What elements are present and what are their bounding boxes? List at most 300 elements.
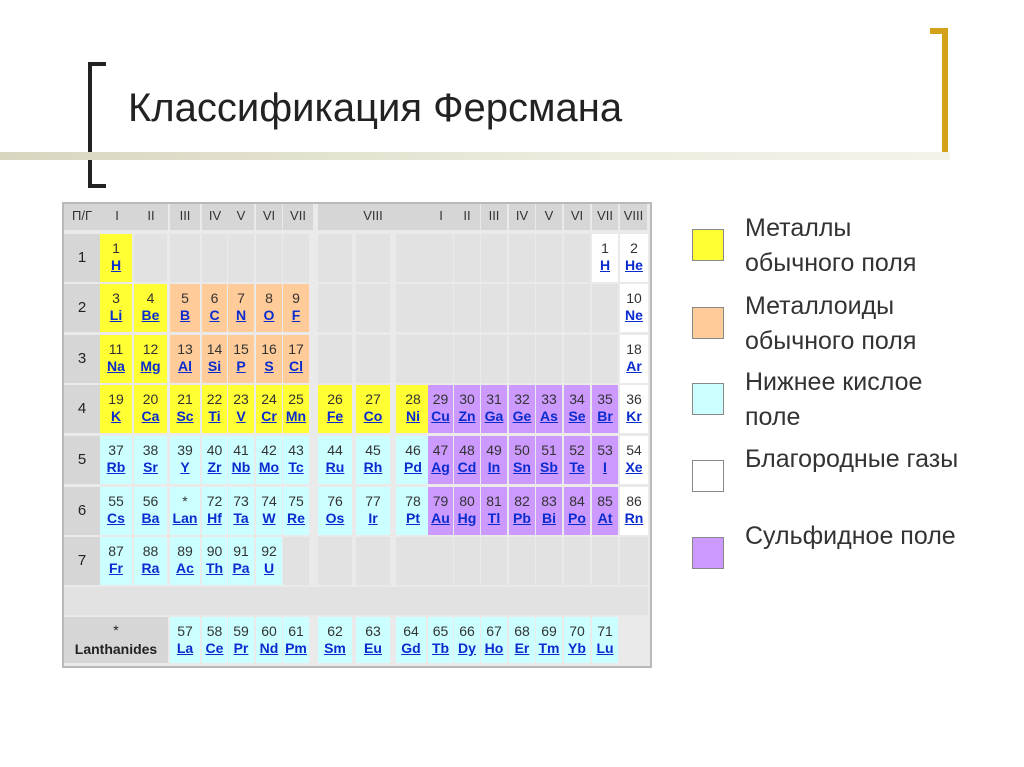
element-symbol[interactable]: Lan [172, 510, 198, 526]
element-symbol[interactable]: Pr [233, 640, 249, 656]
element-th[interactable] [202, 537, 227, 585]
element-symbol[interactable]: Cs [107, 510, 125, 526]
element-ta[interactable] [228, 487, 254, 535]
atomic-number: 9 [292, 290, 300, 306]
element-symbol[interactable]: Pd [404, 459, 422, 475]
element-symbol[interactable]: Ne [625, 307, 643, 323]
element-symbol[interactable]: Gd [401, 640, 421, 656]
element-symbol[interactable]: C [209, 307, 220, 323]
empty-cell [256, 234, 282, 282]
element-symbol[interactable]: Zr [207, 459, 222, 475]
lanthanides-mark: * [113, 622, 119, 638]
atomic-number: 50 [514, 442, 530, 458]
atomic-number: 49 [486, 442, 502, 458]
element-pb[interactable] [509, 487, 535, 535]
element-ge[interactable] [509, 385, 535, 433]
element-fe[interactable] [318, 385, 352, 433]
element-symbol[interactable]: Cl [289, 358, 303, 374]
element-symbol[interactable]: Er [514, 640, 530, 656]
empty-cell [428, 234, 453, 282]
element-hf[interactable] [202, 487, 227, 535]
element-lu[interactable] [592, 617, 618, 663]
slide-title: Классификация Ферсмана [128, 86, 623, 130]
element-sr[interactable] [134, 436, 167, 484]
atomic-number: 91 [233, 543, 249, 559]
element-sc[interactable] [170, 385, 200, 433]
element-symbol[interactable]: Rb [106, 459, 126, 475]
element-symbol[interactable]: S [264, 358, 274, 374]
atomic-number: 13 [177, 341, 193, 357]
legend-swatch-orange [692, 307, 724, 339]
element-y[interactable] [170, 436, 200, 484]
element-la[interactable] [170, 617, 200, 663]
element-symbol[interactable]: Hg [457, 510, 477, 526]
atomic-number: 48 [459, 442, 475, 458]
element-u[interactable] [256, 537, 282, 585]
atomic-number: 75 [288, 493, 304, 509]
element-symbol[interactable]: Pa [232, 560, 250, 576]
element-symbol[interactable]: Pb [513, 510, 531, 526]
lanthanides-row-label [64, 617, 168, 663]
element-symbol[interactable]: Pt [406, 510, 420, 526]
element-symbol[interactable]: Li [109, 307, 123, 323]
element-nd[interactable] [256, 617, 282, 663]
element-rb[interactable] [100, 436, 132, 484]
element-symbol[interactable]: Eu [364, 640, 382, 656]
element-symbol[interactable]: Tb [431, 640, 450, 656]
atomic-number: 32 [514, 391, 530, 407]
element-ne[interactable] [620, 284, 648, 332]
element-symbol[interactable]: Sm [324, 640, 346, 656]
atomic-number: 46 [405, 442, 421, 458]
atomic-number: 7 [237, 290, 245, 306]
lanthanides-text: Lanthanides [74, 641, 158, 657]
element-kr[interactable] [620, 385, 648, 433]
element-symbol[interactable]: Hf [207, 510, 222, 526]
element-symbol[interactable]: Ce [205, 640, 224, 656]
element-at[interactable] [592, 487, 618, 535]
element-b[interactable] [170, 284, 200, 332]
element-pt[interactable] [396, 487, 430, 535]
empty-cell [564, 284, 590, 332]
element-xe[interactable] [620, 436, 648, 484]
element-h[interactable] [100, 234, 132, 282]
atomic-number: 23 [233, 391, 249, 407]
element-se[interactable] [564, 385, 590, 433]
atomic-number: 73 [233, 493, 249, 509]
element-symbol[interactable]: N [235, 307, 247, 323]
atomic-number: 26 [327, 391, 343, 407]
element-symbol[interactable]: Be [141, 307, 160, 323]
element-k[interactable] [100, 385, 132, 433]
empty-cell [134, 234, 167, 282]
atomic-number: 66 [459, 623, 475, 639]
period-label-2: 2 [64, 284, 100, 332]
element-au[interactable] [428, 487, 453, 535]
element-symbol[interactable]: Cr [261, 408, 277, 424]
atomic-number: 79 [432, 493, 449, 509]
empty-cell [318, 335, 352, 383]
element-symbol[interactable]: Os [325, 510, 345, 526]
atomic-number: 43 [288, 442, 304, 458]
element-al[interactable] [170, 335, 200, 383]
empty-cell [564, 335, 590, 383]
atomic-number: 88 [142, 543, 159, 559]
element-ag[interactable] [428, 436, 453, 484]
element-symbol[interactable]: Ti [208, 408, 221, 424]
period-label-1: 1 [64, 234, 100, 282]
atomic-number: 28 [405, 391, 421, 407]
element-sn[interactable] [509, 436, 535, 484]
empty-cell [509, 284, 535, 332]
atomic-number: 3 [112, 290, 120, 306]
atomic-number: 33 [541, 391, 557, 407]
element-symbol[interactable]: Ar [626, 358, 642, 374]
element-pm[interactable] [283, 617, 309, 663]
element-ar[interactable] [620, 335, 648, 383]
element-n[interactable] [228, 284, 254, 332]
atomic-number: 39 [177, 442, 193, 458]
element-symbol[interactable]: He [625, 257, 643, 273]
element-lan[interactable] [170, 487, 200, 535]
element-symbol[interactable]: Po [568, 510, 586, 526]
element-er[interactable] [509, 617, 535, 663]
element-tc[interactable] [283, 436, 309, 484]
element-symbol[interactable]: B [179, 307, 191, 323]
element-symbol[interactable]: Ru [325, 459, 345, 475]
title-underline [0, 152, 950, 160]
atomic-number: 55 [108, 493, 124, 509]
element-symbol[interactable]: In [487, 459, 501, 475]
element-cd[interactable] [454, 436, 480, 484]
element-symbol[interactable]: Mg [140, 358, 161, 374]
atomic-number: 77 [365, 493, 381, 509]
element-symbol[interactable]: Pm [285, 640, 307, 656]
element-w[interactable] [256, 487, 282, 535]
element-symbol[interactable]: Ga [484, 408, 504, 424]
element-symbol[interactable]: Dy [458, 640, 476, 656]
element-symbol[interactable]: Fe [326, 408, 344, 424]
atomic-number: * [182, 493, 188, 509]
atomic-number: 45 [365, 442, 381, 458]
element-co[interactable] [356, 385, 390, 433]
element-ca[interactable] [134, 385, 167, 433]
atomic-number: 78 [405, 493, 421, 509]
atomic-number: 74 [261, 493, 277, 509]
atomic-number: 71 [597, 623, 613, 639]
atomic-number: 30 [459, 391, 475, 407]
element-symbol[interactable]: Nb [231, 459, 251, 475]
element-symbol[interactable]: W [262, 510, 276, 526]
element-as[interactable] [536, 385, 562, 433]
element-symbol[interactable]: La [176, 640, 194, 656]
element-tl[interactable] [481, 487, 507, 535]
element-symbol[interactable]: O [263, 307, 275, 323]
atomic-number: 27 [365, 391, 381, 407]
element-symbol[interactable]: Cu [431, 408, 450, 424]
legend-label-3: Нижнее кислое поле [745, 368, 923, 431]
element-pr[interactable] [228, 617, 254, 663]
element-mn[interactable] [283, 385, 309, 433]
atomic-number: 38 [142, 442, 159, 458]
element-symbol[interactable]: H [110, 257, 122, 273]
element-cr[interactable] [256, 385, 282, 433]
element-symbol[interactable]: Nd [259, 640, 279, 656]
element-symbol[interactable]: Re [287, 510, 305, 526]
empty-cell [564, 537, 590, 585]
element-tm[interactable] [536, 617, 562, 663]
element-yb[interactable] [564, 617, 590, 663]
element-symbol[interactable]: Kr [626, 408, 642, 424]
element-fr[interactable] [100, 537, 132, 585]
element-ti[interactable] [202, 385, 227, 433]
element-symbol[interactable]: Tc [288, 459, 304, 475]
atomic-number: 69 [541, 623, 557, 639]
element-pa[interactable] [228, 537, 254, 585]
element-li[interactable] [100, 284, 132, 332]
atomic-number: 6 [210, 290, 219, 306]
period-label-4: 4 [64, 385, 100, 433]
atomic-number: 83 [541, 493, 557, 509]
element-symbol[interactable]: Rh [363, 459, 383, 475]
element-symbol[interactable]: Tl [487, 510, 501, 526]
element-symbol[interactable]: Ir [368, 510, 378, 526]
element-cu[interactable] [428, 385, 453, 433]
element-symbol[interactable]: At [597, 510, 613, 526]
atomic-number: 14 [206, 341, 223, 357]
element-symbol[interactable]: P [236, 358, 246, 374]
element-symbol[interactable]: Ac [176, 560, 194, 576]
element-symbol[interactable]: As [540, 408, 558, 424]
empty-cell [509, 335, 535, 383]
element-si[interactable] [202, 335, 227, 383]
group-header-1: I [100, 204, 134, 230]
element-symbol[interactable]: Y [180, 459, 190, 475]
atomic-number: 42 [261, 442, 277, 458]
element-symbol[interactable]: Ra [141, 560, 160, 576]
empty-cell [356, 284, 390, 332]
element-symbol[interactable]: Bi [542, 510, 556, 526]
element-symbol[interactable]: Th [205, 560, 224, 576]
element-mo[interactable] [256, 436, 282, 484]
empty-cell [396, 537, 430, 585]
element-symbol[interactable]: Ho [484, 640, 504, 656]
element-ce[interactable] [202, 617, 227, 663]
element-ba[interactable] [134, 487, 167, 535]
empty-cell [592, 284, 618, 332]
element-sm[interactable] [318, 617, 352, 663]
element-symbol[interactable]: Tm [538, 640, 560, 656]
atomic-number: 35 [597, 391, 613, 407]
group-header-12: IV [509, 204, 535, 230]
atomic-number: 36 [626, 391, 642, 407]
element-symbol[interactable]: Sn [513, 459, 531, 475]
legend-swatch-white [692, 460, 724, 492]
element-symbol[interactable]: Si [207, 358, 222, 374]
empty-cell [481, 284, 507, 332]
atomic-number: 8 [265, 290, 273, 306]
element-o[interactable] [256, 284, 282, 332]
atomic-number: 85 [597, 493, 613, 509]
empty-cell [170, 234, 200, 282]
legend-label-4: Благородные газы [745, 445, 959, 473]
atomic-number: 81 [486, 493, 502, 509]
element-i[interactable] [592, 436, 618, 484]
element-symbol[interactable]: F [291, 307, 301, 323]
element-symbol[interactable]: Se [568, 408, 586, 424]
empty-cell [318, 537, 352, 585]
element-in[interactable] [481, 436, 507, 484]
group-header-14: VI [564, 204, 590, 230]
element-symbol[interactable]: Ta [233, 510, 249, 526]
group-header-10: II [454, 204, 480, 230]
atomic-number: 58 [206, 623, 223, 639]
atomic-number: 82 [514, 493, 530, 509]
empty-cell [428, 537, 453, 585]
element-rh[interactable] [356, 436, 390, 484]
legend-swatch-cyan [692, 383, 724, 415]
element-ga[interactable] [481, 385, 507, 433]
element-symbol[interactable]: Ba [141, 510, 160, 526]
element-sb[interactable] [536, 436, 562, 484]
group-header-15: VII [592, 204, 618, 230]
empty-cell [318, 284, 352, 332]
element-re[interactable] [283, 487, 309, 535]
element-symbol[interactable]: Ge [512, 408, 532, 424]
element-tb[interactable] [428, 617, 453, 663]
right-bracket-decoration [930, 28, 948, 160]
element-h[interactable] [592, 234, 618, 282]
element-symbol[interactable]: Sb [540, 459, 558, 475]
element-symbol[interactable]: Yb [568, 640, 586, 656]
spacer-row [64, 587, 648, 615]
element-ac[interactable] [170, 537, 200, 585]
element-dy[interactable] [454, 617, 480, 663]
empty-cell [536, 537, 562, 585]
element-symbol[interactable]: Co [363, 408, 383, 424]
element-symbol[interactable]: Sr [143, 459, 158, 475]
element-symbol[interactable]: Mn [285, 408, 307, 424]
atomic-number: 87 [108, 543, 124, 559]
element-symbol[interactable]: Lu [596, 640, 614, 656]
atomic-number: 34 [569, 391, 585, 407]
element-symbol[interactable]: Fr [109, 560, 123, 576]
element-he[interactable] [620, 234, 648, 282]
element-symbol[interactable]: H [599, 257, 611, 273]
element-s[interactable] [256, 335, 282, 383]
element-hg[interactable] [454, 487, 480, 535]
element-gd[interactable] [396, 617, 426, 663]
element-zn[interactable] [454, 385, 480, 433]
element-cl[interactable] [283, 335, 309, 383]
element-p[interactable] [228, 335, 254, 383]
element-cs[interactable] [100, 487, 132, 535]
group-header-5: V [228, 204, 254, 230]
element-symbol[interactable]: Zn [458, 408, 476, 424]
empty-cell [396, 284, 430, 332]
atomic-number: 37 [108, 442, 124, 458]
element-mg[interactable] [134, 335, 167, 383]
empty-cell [283, 537, 309, 585]
element-be[interactable] [134, 284, 167, 332]
element-ra[interactable] [134, 537, 167, 585]
element-symbol[interactable]: Sc [176, 408, 194, 424]
empty-cell [318, 234, 352, 282]
element-v[interactable] [228, 385, 254, 433]
element-symbol[interactable]: U [263, 560, 275, 576]
atomic-number: 1 [601, 240, 609, 256]
empty-cell [454, 284, 480, 332]
element-c[interactable] [202, 284, 227, 332]
atomic-number: 64 [403, 623, 419, 639]
element-ru[interactable] [318, 436, 352, 484]
element-te[interactable] [564, 436, 590, 484]
element-rn[interactable] [620, 487, 648, 535]
element-symbol[interactable]: Au [431, 510, 450, 526]
atomic-number: 1 [112, 240, 120, 256]
element-ir[interactable] [356, 487, 390, 535]
atomic-number: 61 [288, 623, 304, 639]
element-nb[interactable] [228, 436, 254, 484]
element-symbol[interactable]: V [236, 408, 246, 424]
element-po[interactable] [564, 487, 590, 535]
atomic-number: 10 [626, 290, 642, 306]
empty-cell [536, 234, 562, 282]
atomic-number: 67 [486, 623, 502, 639]
atomic-number: 25 [288, 391, 304, 407]
element-f[interactable] [283, 284, 309, 332]
element-br[interactable] [592, 385, 618, 433]
empty-cell [356, 335, 390, 383]
element-na[interactable] [100, 335, 132, 383]
element-os[interactable] [318, 487, 352, 535]
empty-cell [428, 335, 453, 383]
element-zr[interactable] [202, 436, 227, 484]
element-symbol[interactable]: Na [107, 358, 125, 374]
element-symbol[interactable]: Te [569, 459, 585, 475]
element-symbol[interactable]: Cd [457, 459, 477, 475]
element-symbol[interactable]: I [603, 459, 607, 475]
atomic-number: 11 [108, 341, 124, 357]
atomic-number: 20 [142, 391, 159, 407]
empty-cell [536, 335, 562, 383]
empty-cell [454, 335, 480, 383]
element-ni[interactable] [396, 385, 430, 433]
element-ho[interactable] [481, 617, 507, 663]
atomic-number: 16 [261, 341, 277, 357]
empty-cell [454, 537, 480, 585]
element-symbol[interactable]: K [110, 408, 122, 424]
group-header-8: VIII [318, 204, 428, 230]
atomic-number: 44 [327, 442, 343, 458]
group-header-6: VI [256, 204, 282, 230]
left-bracket-decoration [88, 62, 106, 188]
element-pd[interactable] [396, 436, 430, 484]
element-symbol[interactable]: Br [597, 408, 613, 424]
element-symbol[interactable]: Ag [431, 459, 450, 475]
element-symbol[interactable]: Xe [625, 459, 643, 475]
element-symbol[interactable]: Mo [258, 459, 280, 475]
element-symbol[interactable]: Al [178, 358, 192, 374]
element-symbol[interactable]: Ni [406, 408, 420, 424]
element-bi[interactable] [536, 487, 562, 535]
element-symbol[interactable]: Rn [624, 510, 644, 526]
legend-swatch-purple [692, 537, 724, 569]
atomic-number: 70 [569, 623, 585, 639]
atomic-number: 17 [288, 341, 304, 357]
element-symbol[interactable]: Ca [141, 408, 160, 424]
element-eu[interactable] [356, 617, 390, 663]
